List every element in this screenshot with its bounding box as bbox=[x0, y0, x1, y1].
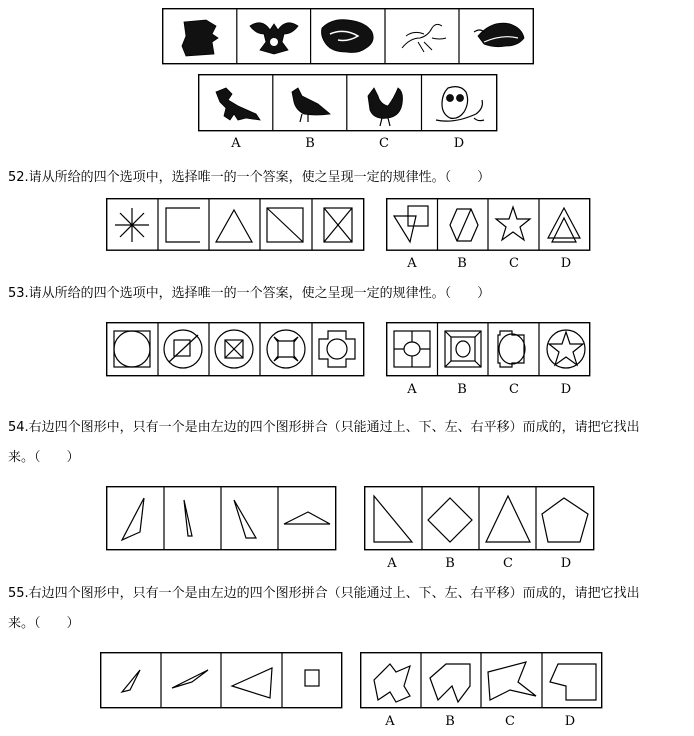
q52-option-c-label[interactable]: C bbox=[509, 256, 519, 271]
q51-options-figure bbox=[198, 74, 498, 132]
q54-option-b-label[interactable]: B bbox=[445, 556, 455, 571]
q52-options-figure bbox=[386, 198, 592, 252]
q55-option-a-label[interactable]: A bbox=[385, 714, 395, 729]
q54-option-d-label[interactable]: D bbox=[560, 556, 572, 571]
q55-option-b-label[interactable]: B bbox=[445, 714, 455, 729]
q53-option-c-label[interactable]: C bbox=[509, 382, 519, 397]
q53-option-a-label[interactable]: A bbox=[407, 382, 417, 397]
q51-option-c-label[interactable]: C bbox=[379, 136, 389, 151]
q55-option-d-label[interactable]: D bbox=[564, 714, 576, 729]
q51-option-b-label[interactable]: B bbox=[305, 136, 315, 151]
q53-question-text: 53.请从所给的四个选项中，选择唯一的一个答案，使之呈现一定的规律性。（ ） bbox=[8, 286, 491, 301]
q53-stem-figure bbox=[106, 322, 366, 378]
q54-option-c-label[interactable]: C bbox=[503, 556, 513, 571]
q55-question-text-line2: 来。（ ） bbox=[8, 616, 80, 631]
q51-stem-figure bbox=[162, 8, 534, 66]
q54-stem-figure bbox=[106, 486, 338, 552]
bird-head-silhouette-icon bbox=[182, 20, 218, 56]
q55-options-figure bbox=[360, 652, 604, 710]
q53-option-d-label[interactable]: D bbox=[560, 382, 572, 397]
q54-options-figure bbox=[364, 486, 596, 552]
q52-question-text: 52.请从所给的四个选项中，选择唯一的一个答案，使之呈现一定的规律性。（ ） bbox=[8, 170, 491, 185]
q55-question-text-line1: 55.右边四个图形中，只有一个是由左边的四个图形拼合（只能通过上、下、左、右平移）而成的，请把它找出 bbox=[8, 586, 640, 601]
q55-stem-figure bbox=[100, 652, 344, 710]
q52-option-b-label[interactable]: B bbox=[457, 256, 467, 271]
q54-option-a-label[interactable]: A bbox=[387, 556, 397, 571]
q53-options-figure bbox=[386, 322, 592, 378]
q54-question-text-line2: 来。（ ） bbox=[8, 450, 80, 465]
q55-option-c-label[interactable]: C bbox=[505, 714, 515, 729]
q52-option-a-label[interactable]: A bbox=[407, 256, 417, 271]
q51-option-a-label[interactable]: A bbox=[231, 136, 241, 151]
q52-option-d-label[interactable]: D bbox=[560, 256, 572, 271]
q54-question-text-line1: 54.右边四个图形中，只有一个是由左边的四个图形拼合（只能通过上、下、左、右平移）而成的，请把它找出 bbox=[8, 420, 640, 435]
q52-stem-figure bbox=[106, 198, 366, 252]
q53-option-b-label[interactable]: B bbox=[457, 382, 467, 397]
q51-option-d-label[interactable]: D bbox=[453, 136, 465, 151]
